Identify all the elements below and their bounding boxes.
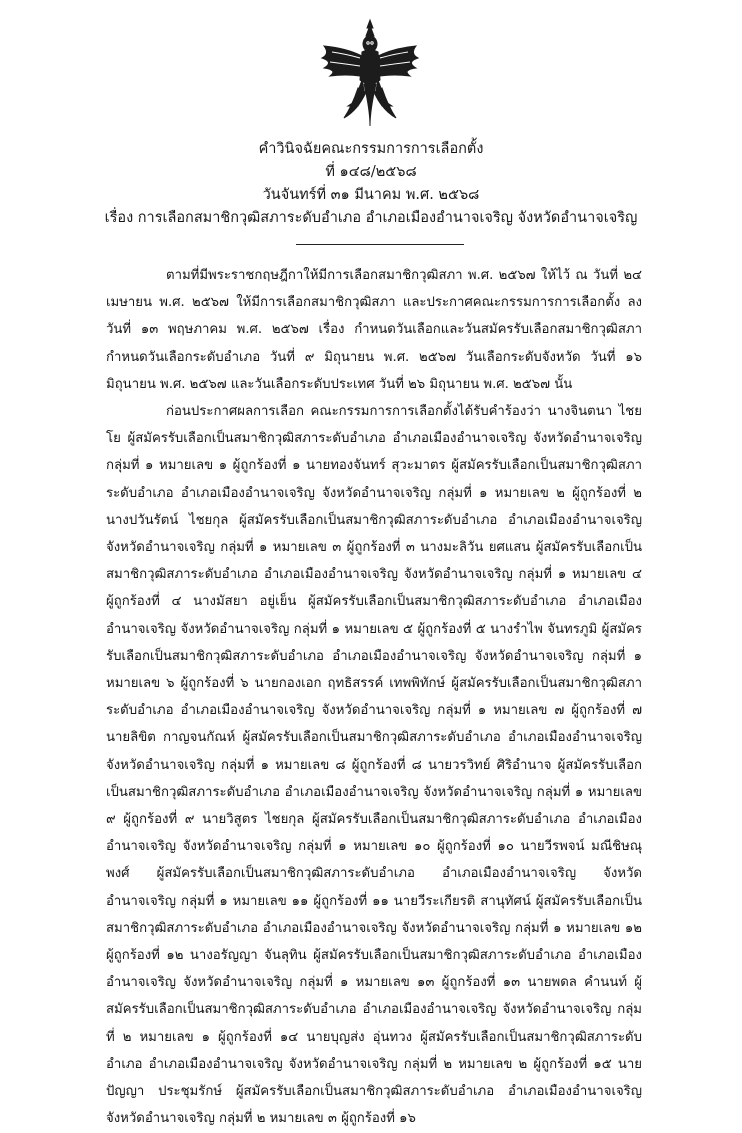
header-divider	[296, 244, 464, 245]
decision-number: ที่ ๑๔๘/๒๕๖๘	[325, 164, 417, 180]
decision-subject: เรื่อง การเลือกสมาชิกวุฒิสภาระดับอำเภอ อำเภอเมืองอำนาจเจริญ จังหวัดอำนาจเจริญ	[104, 210, 638, 226]
document-header	[0, 138, 742, 230]
garuda-emblem-icon	[318, 18, 422, 130]
paragraph-2: ก่อนประกาศผลการเลือก คณะกรรมการการเลือกตั้งได้รับคำร้องว่า นางจินตนา ไชยโย ผู้สมัครรับเลือกเป็นสมาชิกวุฒิสภาระดับอำเภอ อำเภอเมืองอำนาจเจริญ จังหวัดอำนาจเจริญ กลุ่มที่ ๑ หมายเลข ๑ ผู้ถูกร้องที่ ๑ นายทองจันทร์ สุวะมาตร ผู้สมัครรับเลือกเป็นสมาชิกวุฒิสภาระดับอำเภอ อำเภอเมืองอำนาจเจริญ จังหวัดอำนาจเจริญ กลุ่มที่ ๑ หมายเลข ๒ ผู้ถูกร้องที่ ๒ นางปวันรัตน์ ไชยกุล ผู้สมัครรับเลือกเป็นสมาชิกวุฒิสภาระดับอำเภอ อำเภอเมืองอำนาจเจริญ จังหวัดอำนาจเจริญ กลุ่มที่ ๑ หมายเลข ๓ ผู้ถูกร้องที่ ๓ นางมะลิวัน ยศแสน ผู้สมัครรับเลือกเป็นสมาชิกวุฒิสภาระดับอำเภอ อำเภอเมืองอำนาจเจริญ จังหวัดอำนาจเจริญ กลุ่มที่ ๑ หมายเลข ๔ ผู้ถูกร้องที่ ๔ นางมัสยา อยู่เย็น ผู้สมัครรับเลือกเป็นสมาชิกวุฒิสภาระดับอำเภอ อำเภอเมืองอำนาจเจริญ จังหวัดอำนาจเจริญ กลุ่มที่ ๑ หมายเลข ๕ ผู้ถูกร้องที่ ๕ นางรำไพ จันทรภูมิ ผู้สมัครรับเลือกเป็นสมาชิกวุฒิสภาระดับอำเภอ อำเภอเมืองอำนาจเจริญ จังหวัดอำนาจเจริญ กลุ่มที่ ๑ หมายเลข ๖ ผู้ถูกร้องที่ ๖ นายกองเอก ฤทธิสรรค์ เทพพิทักษ์ ผู้สมัครรับเลือกเป็นสมาชิกวุฒิสภาระดับอำเภอ อำเภอเมืองอำนาจเจริญ จังหวัดอำนาจเจริญ กลุ่มที่ ๑ หมายเลข ๗ ผู้ถูกร้องที่ ๗ นายลิขิต กาญจนกัณห์ ผู้สมัครรับเลือกเป็นสมาชิกวุฒิสภาระดับอำเภอ อำเภอเมืองอำนาจเจริญ จังหวัดอำนาจเจริญ กลุ่มที่ ๑ หมายเลข ๘ ผู้ถูกร้องที่ ๘ นายวรวิทย์ ศิริอำนาจ ผู้สมัครรับเลือกเป็นสมาชิกวุฒิสภาระดับอำเภอ อำเภอเมืองอำนาจเจริญ จังหวัดอำนาจเจริญ กลุ่มที่ ๑ หมายเลข ๙ ผู้ถูกร้องที่ ๙ นายวิสูตร ไชยกุล ผู้สมัครรับเลือกเป็นสมาชิกวุฒิสภาระดับอำเภอ อำเภอเมืองอำนาจเจริญ จังหวัดอำนาจเจริญ กลุ่มที่ ๑ หมายเลข ๑๐ ผู้ถูกร้องที่ ๑๐ นายวีรพจน์ มณีชิษณุพงศ์ ผู้สมัครรับเลือกเป็นสมาชิกวุฒิสภาระดับอำเภอ อำเภอเมืองอำนาจเจริญ จังหวัดอำนาจเจริญ กลุ่มที่ ๑ หมายเลข ๑๑ ผู้ถูกร้องที่ ๑๑ นายวีระเกียรติ สานุทัศน์ ผู้สมัครรับเลือกเป็นสมาชิกวุฒิสภาระดับอำเภอ อำเภอเมืองอำนาจเจริญ จังหวัดอำนาจเจริญ กลุ่มที่ ๑ หมายเลข ๑๒ ผู้ถูกร้องที่ ๑๒ นางอรัญญา จันลุทิน ผู้สมัครรับเลือกเป็นสมาชิกวุฒิสภาระดับอำเภอ อำเภอเมืองอำนาจเจริญ จังหวัดอำนาจเจริญ กลุ่มที่ ๑ หมายเลข ๑๓ ผู้ถูกร้องที่ ๑๓ นายพดล คำนนท์ ผู้สมัครรับเลือกเป็นสมาชิกวุฒิสภาระดับอำเภอ อำเภอเมืองอำนาจเจริญ จังหวัดอำนาจเจริญ กลุ่มที่ ๒ หมายเลข ๑ ผู้ถูกร้องที่ ๑๔ นายบุญส่ง อุ่นทวง ผู้สมัครรับเลือกเป็นสมาชิกวุฒิสภาระดับอำเภอ อำเภอเมืองอำนาจเจริญ จังหวัดอำนาจเจริญ กลุ่มที่ ๒ หมายเลข ๒ ผู้ถูกร้องที่ ๑๕ นายปัญญา ประชุมรักษ์ ผู้สมัครรับเลือกเป็นสมาชิกวุฒิสภาระดับอำเภอ อำเภอเมืองอำนาจเจริญ จังหวัดอำนาจเจริญ กลุ่มที่ ๒ หมายเลข ๓ ผู้ถูกร้องที่ ๑๖	[106, 404, 642, 1127]
decision-date: วันจันทร์ที่ ๓๑ มีนาคม พ.ศ. ๒๕๖๘	[262, 187, 480, 203]
document-title: คำวินิจฉัยคณะกรรมการการเลือกตั้ง	[258, 141, 484, 157]
document-body	[106, 262, 642, 1133]
paragraph-1: ตามที่มีพระราชกฤษฎีกาให้มีการเลือกสมาชิกวุฒิสภา พ.ศ. ๒๕๖๗ ให้ไว้ ณ วันที่ ๒๔ เมษายน พ.ศ. ๒๕๖๗ ให้มีการเลือกสมาชิกวุฒิสภา และประกาศคณะกรรมการการเลือกตั้ง ลงวันที่ ๑๓ พฤษภาคม พ.ศ. ๒๕๖๗ เรื่อง กำหนดวันเลือกและวันสมัครรับเลือกสมาชิกวุฒิสภา กำหนดวันเลือกระดับอำเภอ วันที่ ๙ มิถุนายน พ.ศ. ๒๕๖๗ วันเลือกระดับจังหวัด วันที่ ๑๖ มิถุนายน พ.ศ. ๒๕๖๗ และวันเลือกระดับประเทศ วันที่ ๒๖ มิถุนายน พ.ศ. ๒๕๖๗ นั้น	[106, 268, 642, 392]
